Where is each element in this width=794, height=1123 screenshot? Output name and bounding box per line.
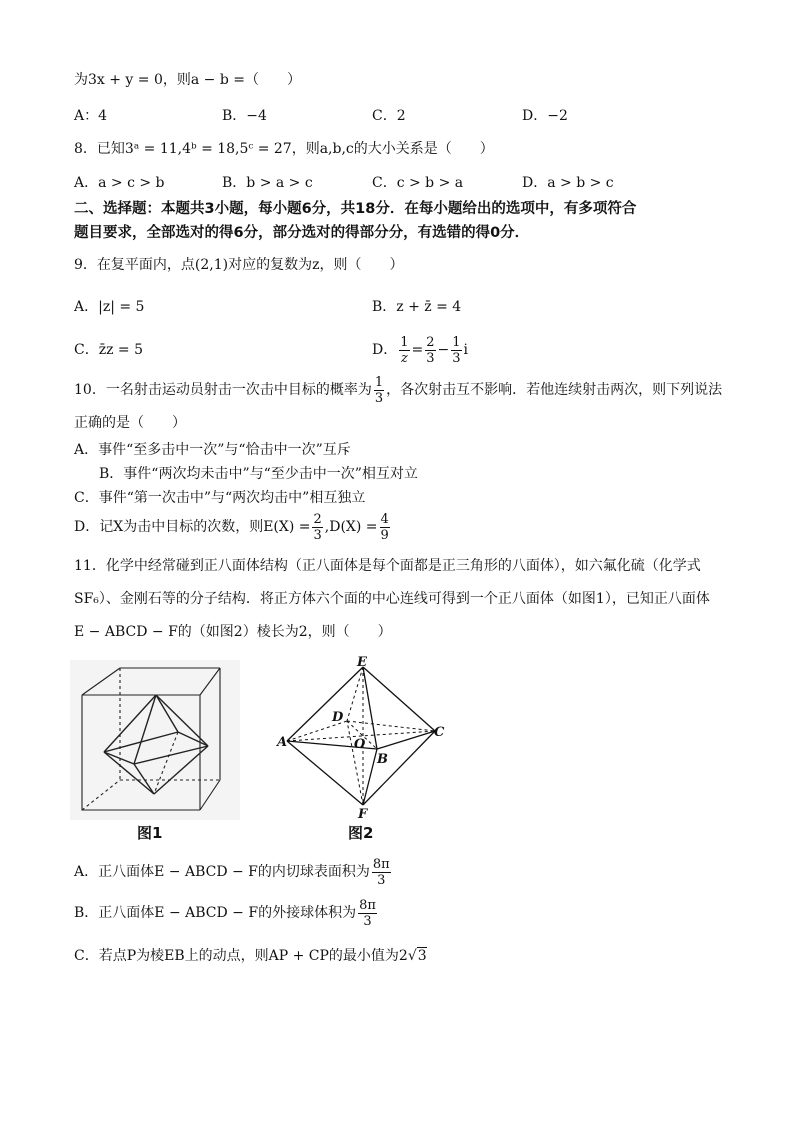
fraction-numerator: 2 [426,334,435,350]
sqrt-radicand: 3 [417,948,427,964]
section2-heading-line2: 题目要求，全部选对的得6分，部分选对的得部分分，有选错的得0分． [74,225,530,241]
figure-2-caption: 图2 [348,824,374,842]
q9-option-b[interactable]: B．z + z̄ = 4 [372,299,462,315]
q11-option-b-fraction [358,898,377,929]
q11-stem-line1: 11．化学中经常碰到正八面体结构（正八面体是每个面都是正三角形的八面体），如六氟化硫（化学式 [74,558,701,574]
figure-1-octahedron-in-cube [70,660,240,820]
fraction-denominator: 3 [313,527,322,543]
vertex-label-a: A [277,735,288,750]
q9-option-c[interactable]: C．z̄z = 5 [74,342,144,358]
equals-sign: = [411,342,424,358]
q11-option-a[interactable] [74,852,393,892]
q9-option-d-fraction-1 [399,335,409,366]
q9-option-a[interactable]: A．|z| = 5 [74,299,145,315]
fraction-denominator: 3 [452,350,461,366]
q11-stem-line3: E − ABCD − F的（如图2）棱长为2，则（ ） [74,624,392,640]
q10-expectation-fraction [312,512,322,543]
imaginary-unit: i [463,342,469,358]
q8-option-a[interactable]: A．a > c > b [74,175,165,191]
q8-option-b[interactable]: B．b > a > c [222,175,313,191]
q11-option-c[interactable] [74,946,427,966]
fraction-denominator: 3 [374,390,384,406]
q8-option-c[interactable]: C．c > b > a [372,175,464,191]
q7-option-a[interactable]: A：4 [74,108,108,124]
q9-option-d[interactable] [372,330,468,370]
q11-option-a-fraction [372,857,391,888]
q11-stem-line2: SF₆）、金刚石等的分子结构．将正方体六个面的中心连线可得到一个正八面体（如图1），已知正八面体 [74,591,710,607]
fraction-denominator: z [400,350,408,366]
figure-1-caption: 图1 [137,824,163,842]
vertex-label-b: B [377,752,388,767]
fraction-numerator: 1 [400,334,409,350]
q10-stem-part-b: ，各次射击互不影响．若他连续射击两次，则下列说法 [386,382,723,398]
q10-option-b[interactable]: B．事件“两次均未击中”与“至少击中一次”相互对立 [99,466,418,482]
q10-option-a[interactable]: A．事件“至多击中一次”与“恰击中一次”互斥 [74,442,351,458]
center-label-o: O [354,737,366,752]
q10-stem-line1 [74,370,722,410]
q7-option-c[interactable]: C．2 [372,108,406,124]
q8-option-d[interactable]: D．a > b > c [522,175,614,191]
q10-option-d[interactable] [74,507,392,547]
q10-option-d-part-b: ,D(X) = [324,519,378,535]
q7-option-b[interactable]: B．−4 [222,108,267,124]
q11-option-c-text: C．若点P为棱EB上的动点，则AP + CP的最小值为2 [74,948,408,964]
q10-probability-fraction [374,375,384,406]
fraction-numerator: 1 [452,334,461,350]
section2-heading-line1: 二、选择题：本题共3小题，每小题6分，共18分．在每小题给出的选项中，有多项符合 [74,201,637,217]
vertex-label-c: C [434,725,445,740]
q7-option-d[interactable]: D．−2 [522,108,568,124]
q10-stem-line2: 正确的是（ ） [74,415,186,431]
fraction-numerator: 8π [372,856,390,872]
vertex-label-d: D [332,710,344,725]
fraction-numerator: 1 [374,374,384,390]
fraction-numerator: 2 [313,511,322,527]
q11-option-b[interactable] [74,893,379,933]
q10-stem-part-a: 10．一名射击运动员射击一次击中目标的概率为 [74,382,372,398]
fraction-numerator: 8π [359,897,376,913]
fraction-denominator: 3 [426,350,435,366]
fraction-denominator: 3 [363,913,372,929]
q9-option-d-fraction-2 [425,335,435,366]
figure-2-octahedron [275,655,450,820]
q11-option-a-text: A．正八面体E − ABCD − F的内切球表面积为 [74,864,370,880]
q9-option-d-label: D． [372,342,398,358]
q10-option-c[interactable]: C．事件“第一次击中”与“两次均击中”相互独立 [74,490,366,506]
vertex-label-e: E [357,655,367,670]
q8-stem: 8．已知3ᵃ = 11,4ᵇ = 18,5ᶜ = 27，则a,b,c的大小关系是（ ） [74,141,494,157]
q9-stem: 9．在复平面内，点(2,1)对应的复数为z，则（ ） [74,257,404,273]
q9-option-d-fraction-3 [451,335,461,366]
q10-option-d-part-a: D．记X为击中目标的次数，则E(X) = [74,519,311,535]
fraction-denominator: 3 [377,872,386,888]
q7-stem-tail: 为3x + y = 0，则a − b =（ ） [74,72,302,88]
minus-sign: − [437,342,450,358]
q10-variance-fraction [380,512,390,543]
sqrt-symbol: √ [407,948,417,964]
fraction-denominator: 9 [380,527,389,543]
fraction-numerator: 4 [380,511,389,527]
q11-option-b-text: B．正八面体E − ABCD − F的外接球体积为 [74,905,357,921]
vertex-label-f: F [358,807,368,820]
